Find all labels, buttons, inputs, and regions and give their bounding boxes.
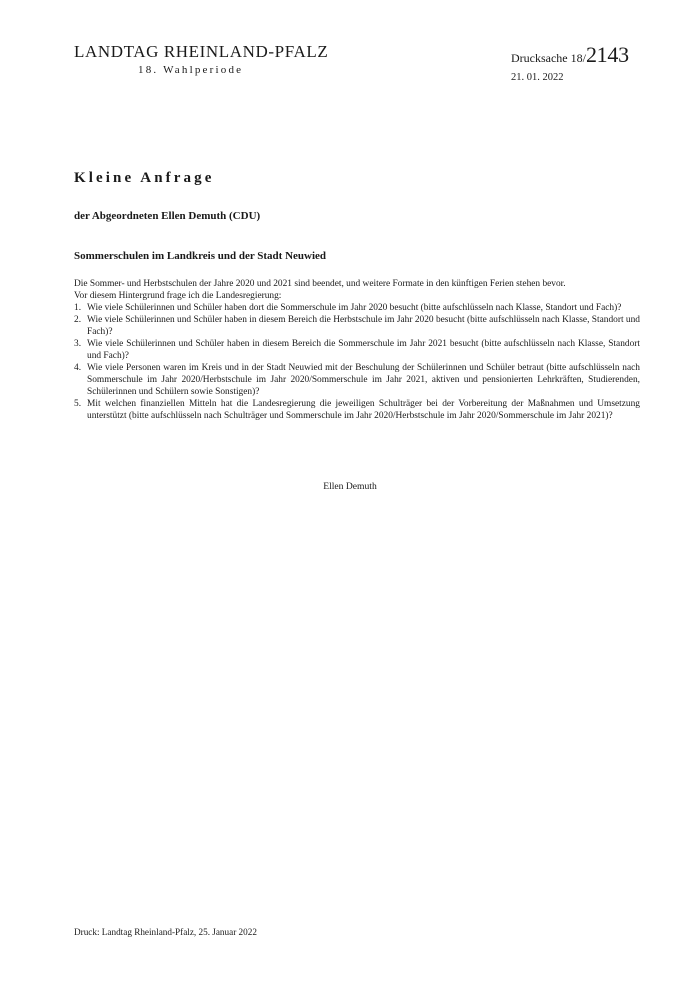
question-item — [74, 398, 640, 422]
question-item — [74, 338, 640, 362]
question-number: 5. — [74, 399, 82, 409]
header-left — [74, 42, 328, 77]
lead-in-paragraph: Vor diesem Hintergrund frage ich die Landesregierung: — [74, 291, 282, 301]
subject-heading: Sommerschulen im Landkreis und der Stadt Neuwied — [74, 250, 327, 262]
print-footer: Druck: Landtag Rheinland-Pfalz, 25. Januar 2022 — [74, 927, 257, 937]
drucksache-label: Drucksache 18/ — [511, 51, 586, 65]
question-number: 3. — [74, 339, 82, 349]
document-date: 21. 01. 2022 — [511, 72, 564, 83]
question-text: Mit welchen finanziellen Mitteln hat die Landesregierung die jeweiligen Schulträger bei der Vorbereitung der Maßnahmen und Umsetzung unterstützt (bitte aufschlüsseln nach Schulträger und Sommerschule im Jahr 2020/Herbstschule im Jahr 2020/Sommerschule im Jahr 2021)? — [87, 399, 640, 421]
question-number: 1. — [74, 303, 82, 313]
author-line: der Abgeordneten Ellen Demuth (CDU) — [74, 210, 261, 222]
drucksache-reference — [511, 44, 629, 69]
question-item — [74, 362, 640, 398]
signature: Ellen Demuth — [323, 481, 377, 492]
question-text: Wie viele Schülerinnen und Schüler haben dort die Sommerschule im Jahr 2020 besucht (bitte aufschlüsseln nach Klasse, Standort und Fach)? — [87, 303, 622, 313]
question-text: Wie viele Schülerinnen und Schüler haben in diesem Bereich die Sommerschule im Jahr 2021 besucht (bitte aufschlüsseln nach Klasse, Standort und Fach)? — [87, 339, 640, 361]
question-text: Wie viele Personen waren im Kreis und in der Stadt Neuwied mit der Beschulung der Schülerinnen und Schüler betraut (bitte aufschlüsseln nach Sommerschule im Jahr 2020/Herbstschule im Jahr 2020/Sommerschule im Jahr 2021, aktiven und pensionierten Lehrkräften, Studierenden, Schülerinnen und Schülern sowie Sonstigen)? — [87, 363, 640, 397]
drucksache-number: 2143 — [585, 42, 629, 67]
parliament-name: LANDTAG RHEINLAND-PFALZ — [74, 42, 329, 61]
intro-paragraph: Die Sommer- und Herbstschulen der Jahre 2020 und 2021 sind beendet, und weitere Formate in den künftigen Ferien stehen bevor. — [74, 279, 566, 289]
legislative-period: 18. Wahlperiode — [138, 64, 244, 76]
question-item — [74, 314, 640, 338]
question-text: Wie viele Schülerinnen und Schüler haben in diesem Bereich die Herbstschule im Jahr 2020 besucht (bitte aufschlüsseln nach Klasse, Standort und Fach)? — [87, 315, 640, 337]
document-body — [74, 278, 640, 422]
header-right — [511, 44, 629, 83]
question-list — [74, 302, 640, 422]
question-number: 4. — [74, 363, 82, 373]
question-item — [74, 302, 640, 314]
question-number: 2. — [74, 315, 82, 325]
document-type-heading: Kleine Anfrage — [74, 170, 215, 186]
